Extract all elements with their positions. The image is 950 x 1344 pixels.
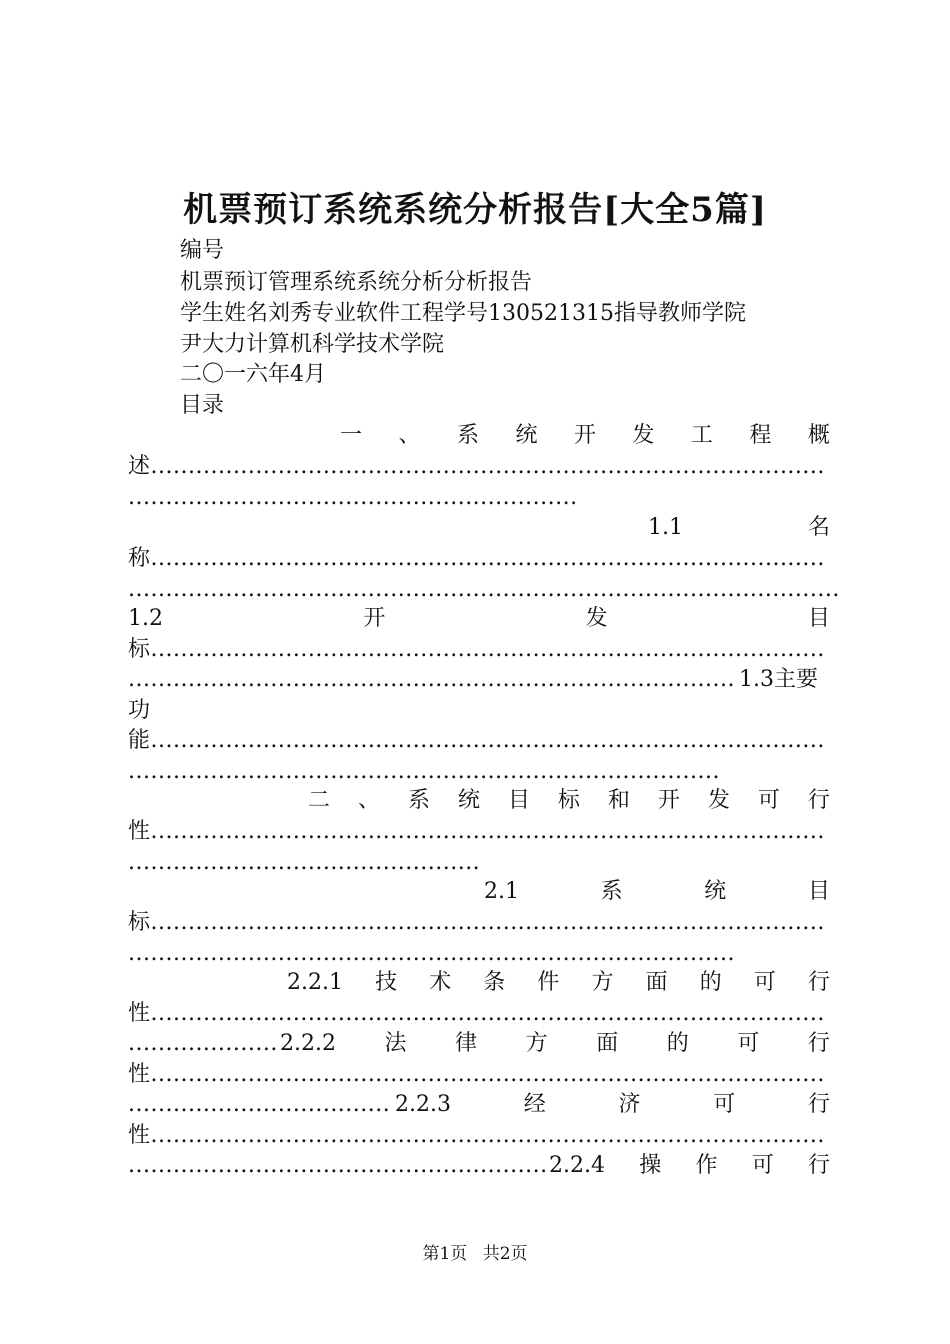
leader-dots: ...............................................	[128, 850, 480, 875]
toc-heading: 目录	[180, 393, 225, 418]
toc-char: 经	[523, 1092, 546, 1117]
toc-leader	[128, 817, 830, 847]
toc-char: 程	[749, 423, 772, 448]
toc-char: 件	[537, 970, 560, 995]
toc-entry-1-heading[interactable]	[340, 421, 830, 451]
toc-char: 济	[618, 1092, 641, 1117]
toc-char: 系	[407, 788, 430, 813]
toc-entry-tail: 标	[128, 637, 151, 662]
toc-char: 概	[807, 423, 830, 448]
toc-entry-1-3-pre: 功	[128, 698, 151, 723]
leader-dots: .................................................................................	[128, 667, 735, 692]
toc-entry-tail: 性	[128, 819, 151, 844]
toc-char: 统	[704, 879, 727, 904]
toc-num: 2.2.2	[280, 1031, 336, 1056]
toc-char: 面	[645, 970, 668, 995]
toc-num: 1.2	[128, 606, 163, 631]
toc-char: 行	[807, 970, 830, 995]
toc-leader	[128, 635, 830, 665]
toc-leader	[128, 1121, 830, 1151]
toc-char: 条	[483, 970, 506, 995]
toc-leader	[128, 999, 830, 1029]
toc-char: 系	[600, 879, 623, 904]
toc-char: 目	[507, 788, 530, 813]
toc-char: 法	[384, 1031, 407, 1056]
toc-entry-tail: 性	[128, 1062, 151, 1087]
toc-char: 可	[751, 1153, 774, 1178]
leader-dots: ..........................................................................................	[150, 546, 825, 571]
advisor-college-line: 尹大力计算机科学技术学院	[180, 332, 445, 357]
toc-entry-tail: 标	[128, 910, 151, 935]
leader-dots: ..........................................................................................	[150, 910, 825, 935]
toc-char: 二	[308, 788, 331, 813]
toc-entry-1-3-num[interactable]: 1.3主要	[739, 667, 818, 692]
toc-char: 的	[666, 1031, 689, 1056]
toc-char: 行	[807, 1153, 830, 1178]
toc-entry-2-1[interactable]	[484, 877, 830, 907]
toc-entry-2-heading[interactable]	[308, 786, 830, 816]
toc-char: 发	[707, 788, 730, 813]
toc-char: 方	[525, 1031, 548, 1056]
toc-entry-tail: 性	[128, 1001, 151, 1026]
toc-leader	[128, 908, 830, 938]
toc-num: 2.2.1	[287, 970, 343, 995]
page-total: 共2页	[482, 1244, 528, 1264]
toc-leader	[128, 1090, 393, 1120]
leader-dots: ...............................................................................................	[128, 577, 840, 602]
toc-char: 目	[807, 606, 830, 631]
doc-number-label: 编号	[180, 238, 225, 263]
toc-char: 可	[737, 1031, 760, 1056]
leader-dots: ........................................................	[128, 1153, 548, 1178]
document-title: 机票预订系统系统分析报告[大全5篇]	[183, 190, 767, 230]
leader-dots: .................................................................................	[128, 941, 735, 966]
toc-char: 统	[515, 423, 538, 448]
toc-char: 系	[456, 423, 479, 448]
toc-entry-tail: 称	[128, 546, 151, 571]
toc-char: 技	[375, 970, 398, 995]
toc-entry-tail: 述	[128, 454, 151, 479]
leader-dots: ............................................................	[128, 485, 578, 510]
toc-leader	[128, 452, 830, 482]
toc-char: 标	[557, 788, 580, 813]
toc-num: 2.2.3	[395, 1092, 451, 1117]
leader-dots: ..........................................................................................	[150, 1123, 825, 1148]
toc-entry-tail: 能	[128, 728, 151, 753]
toc-char: 目	[807, 879, 830, 904]
toc-leader	[128, 726, 830, 756]
toc-entry-1-1-word: 名	[808, 515, 831, 540]
toc-char: 一	[340, 423, 363, 448]
toc-leader	[128, 1060, 830, 1090]
toc-char: 行	[807, 788, 830, 813]
toc-char: 工	[690, 423, 713, 448]
toc-char: 术	[429, 970, 452, 995]
toc-char: 开	[573, 423, 596, 448]
toc-entry-1-1-num[interactable]: 1.1	[648, 515, 683, 540]
toc-char: 、	[398, 423, 421, 448]
page-footer	[0, 1242, 950, 1266]
toc-entry-2-2-3[interactable]	[395, 1090, 830, 1120]
toc-leader	[128, 483, 583, 513]
toc-leader	[128, 1151, 548, 1181]
toc-char: 行	[807, 1092, 830, 1117]
toc-char: 方	[591, 970, 614, 995]
leader-dots: ..........................................................................................	[150, 1001, 825, 1026]
toc-num: 2.2.4	[549, 1153, 605, 1178]
toc-char: 、	[357, 788, 380, 813]
toc-leader	[128, 665, 738, 695]
toc-char: 发	[585, 606, 608, 631]
toc-leader	[128, 757, 723, 787]
toc-entry-tail: 性	[128, 1123, 151, 1148]
report-date: 二〇一六年4月	[180, 362, 326, 387]
toc-leader	[128, 1029, 278, 1059]
leader-dots: ..........................................................................................	[150, 819, 825, 844]
leader-dots: ..........................................................................................	[150, 728, 825, 753]
toc-entry-2-2-4[interactable]	[549, 1151, 830, 1181]
toc-leader	[128, 575, 840, 605]
toc-leader	[128, 939, 736, 969]
toc-char: 行	[807, 1031, 830, 1056]
toc-char: 面	[596, 1031, 619, 1056]
toc-char: 可	[757, 788, 780, 813]
toc-char: 统	[457, 788, 480, 813]
report-subtitle: 机票预订管理系统系统分析分析报告	[180, 270, 533, 295]
leader-dots: ....................	[128, 1031, 278, 1056]
leader-dots: ..........................................................................................	[150, 637, 825, 662]
toc-num: 2.1	[484, 879, 519, 904]
toc-entry-2-2-2[interactable]	[280, 1029, 830, 1059]
leader-dots: ...................................	[128, 1092, 391, 1117]
leader-dots: ..........................................................................................	[150, 454, 825, 479]
toc-char: 可	[713, 1092, 736, 1117]
toc-char: 作	[695, 1153, 718, 1178]
toc-leader	[128, 848, 480, 878]
leader-dots: ...............................................................................	[128, 759, 720, 784]
toc-char: 的	[699, 970, 722, 995]
toc-entry-1-2[interactable]	[128, 604, 830, 634]
toc-char: 开	[363, 606, 386, 631]
toc-leader	[128, 544, 830, 574]
leader-dots: ..........................................................................................	[150, 1062, 825, 1087]
toc-char: 开	[657, 788, 680, 813]
toc-char: 和	[607, 788, 630, 813]
toc-char: 可	[753, 970, 776, 995]
toc-char: 操	[639, 1153, 662, 1178]
toc-char: 发	[632, 423, 655, 448]
toc-char: 律	[455, 1031, 478, 1056]
page-number: 第1页	[422, 1244, 468, 1264]
student-info-line: 学生姓名刘秀专业软件工程学号130521315指导教师学院	[180, 301, 746, 326]
toc-entry-2-2-1[interactable]	[287, 968, 830, 998]
